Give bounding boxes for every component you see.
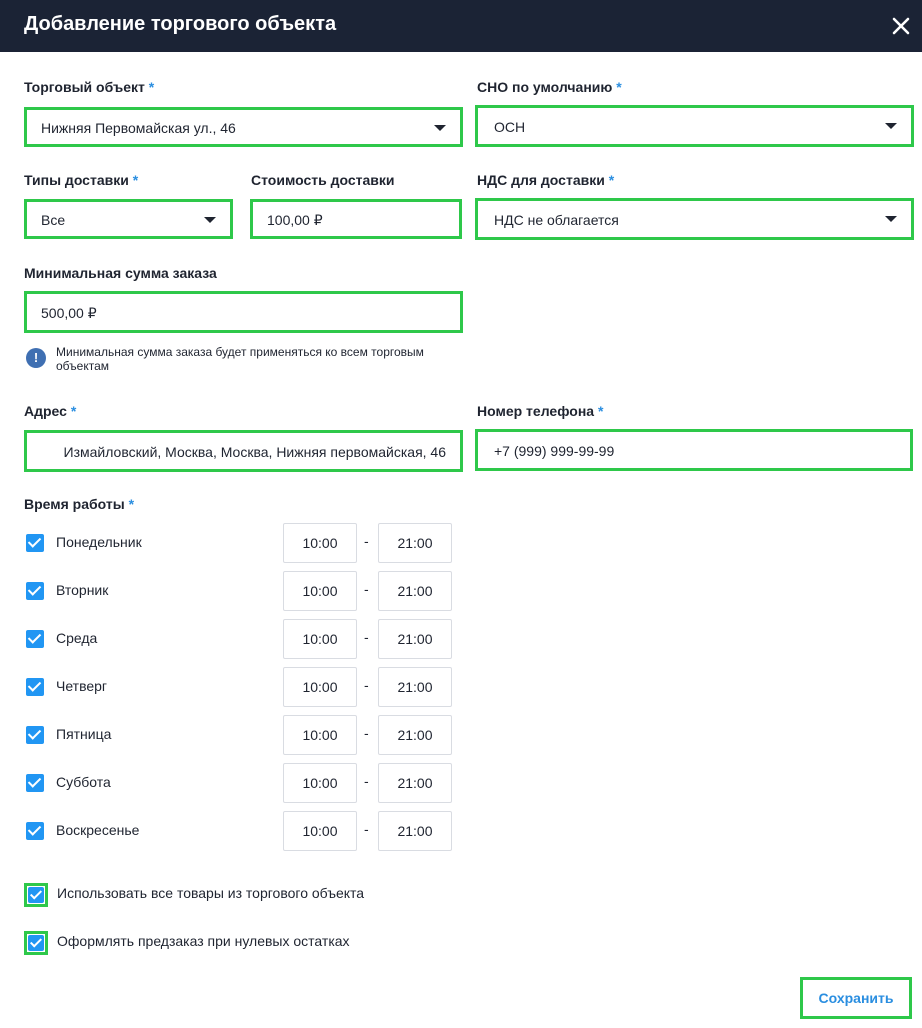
close-icon — [888, 13, 914, 39]
use-all-products-label: Использовать все товары из торгового объекта — [57, 885, 365, 901]
delivery-cost-label: Стоимость доставки — [251, 172, 395, 188]
preorder-option — [24, 931, 524, 955]
tuesday-open-time[interactable]: 10:00 — [283, 571, 357, 611]
friday-checkbox[interactable] — [26, 726, 44, 744]
save-button[interactable]: Сохранить — [800, 977, 912, 1019]
time-separator: - — [364, 821, 369, 837]
sunday-open-time[interactable]: 10:00 — [283, 811, 357, 851]
day-name: Четверг — [56, 678, 108, 694]
time-separator: - — [364, 725, 369, 741]
time-separator: - — [364, 581, 369, 597]
delivery-cost-input[interactable] — [250, 199, 462, 239]
day-name: Вторник — [56, 582, 109, 598]
tax-system-select-value: ОСН — [494, 119, 526, 135]
min-order-input-value: 500,00 ₽ — [41, 305, 97, 321]
min-order-label: Минимальная сумма заказа — [24, 265, 217, 281]
delivery-vat-select[interactable] — [475, 198, 914, 240]
dialog-title: Добавление торгового объекта — [24, 13, 337, 35]
address-label: Адрес * — [24, 403, 77, 419]
saturday-close-time[interactable]: 21:00 — [378, 763, 452, 803]
schedule-row-tuesday — [24, 571, 464, 611]
day-name: Пятница — [56, 726, 112, 742]
schedule-row-saturday — [24, 763, 464, 803]
preorder-checkbox[interactable] — [24, 931, 48, 955]
time-separator: - — [364, 773, 369, 789]
saturday-open-time[interactable]: 10:00 — [283, 763, 357, 803]
store-label: Торговый объект * — [24, 79, 155, 95]
tuesday-checkbox[interactable] — [26, 582, 44, 600]
chevron-down-icon — [204, 217, 216, 223]
delivery-vat-select-value: НДС не облагается — [494, 212, 619, 228]
address-input[interactable] — [24, 430, 463, 472]
day-name: Среда — [56, 630, 98, 646]
day-name: Суббота — [56, 774, 111, 790]
tuesday-close-time[interactable]: 21:00 — [378, 571, 452, 611]
schedule-row-sunday — [24, 811, 464, 851]
delivery-vat-label: НДС для доставки * — [477, 172, 615, 188]
info-icon: ! — [26, 348, 46, 368]
schedule-row-friday — [24, 715, 464, 755]
thursday-checkbox[interactable] — [26, 678, 44, 696]
min-order-hint: Минимальная сумма заказа будет применяться ко всем торговым объектам — [56, 345, 424, 373]
wednesday-close-time[interactable]: 21:00 — [378, 619, 452, 659]
day-name: Понедельник — [56, 534, 142, 550]
dialog-header — [0, 0, 922, 52]
tax-system-select[interactable] — [475, 105, 914, 147]
delivery-types-select[interactable] — [24, 199, 233, 239]
monday-open-time[interactable]: 10:00 — [283, 523, 357, 563]
phone-input-value: +7 (999) 999-99-99 — [494, 443, 615, 459]
wednesday-checkbox[interactable] — [26, 630, 44, 648]
time-separator: - — [364, 677, 369, 693]
sunday-checkbox[interactable] — [26, 822, 44, 840]
store-select-value: Нижняя Первомайская ул., 46 — [41, 120, 236, 136]
sunday-close-time[interactable]: 21:00 — [378, 811, 452, 851]
min-order-input[interactable] — [24, 291, 463, 333]
time-separator: - — [364, 533, 369, 549]
friday-open-time[interactable]: 10:00 — [283, 715, 357, 755]
use-all-products-checkbox[interactable] — [24, 883, 48, 907]
delivery-types-select-value: Все — [41, 212, 66, 228]
schedule-row-thursday — [24, 667, 464, 707]
friday-close-time[interactable]: 21:00 — [378, 715, 452, 755]
phone-input[interactable] — [475, 429, 913, 471]
monday-close-time[interactable]: 21:00 — [378, 523, 452, 563]
chevron-down-icon — [885, 123, 897, 129]
chevron-down-icon — [885, 216, 897, 222]
thursday-open-time[interactable]: 10:00 — [283, 667, 357, 707]
store-select[interactable] — [24, 107, 463, 147]
chevron-down-icon — [434, 125, 446, 131]
use-all-products-option — [24, 883, 524, 907]
wednesday-open-time[interactable]: 10:00 — [283, 619, 357, 659]
schedule-row-wednesday — [24, 619, 464, 659]
time-separator: - — [364, 629, 369, 645]
monday-checkbox[interactable] — [26, 534, 44, 552]
schedule-row-monday — [24, 523, 464, 563]
close-button[interactable] — [888, 13, 914, 39]
phone-label: Номер телефона * — [477, 403, 604, 419]
saturday-checkbox[interactable] — [26, 774, 44, 792]
thursday-close-time[interactable]: 21:00 — [378, 667, 452, 707]
tax-system-label: СНО по умолчанию * — [477, 79, 622, 95]
day-name: Воскресенье — [56, 822, 140, 838]
preorder-label: Оформлять предзаказ при нулевых остатках — [57, 933, 350, 949]
delivery-cost-input-value: 100,00 ₽ — [267, 212, 323, 228]
delivery-types-label: Типы доставки * — [24, 172, 139, 188]
schedule-label: Время работы * — [24, 496, 135, 512]
address-input-value: Измайловский, Москва, Москва, Нижняя первомайская, 46 — [63, 444, 446, 460]
